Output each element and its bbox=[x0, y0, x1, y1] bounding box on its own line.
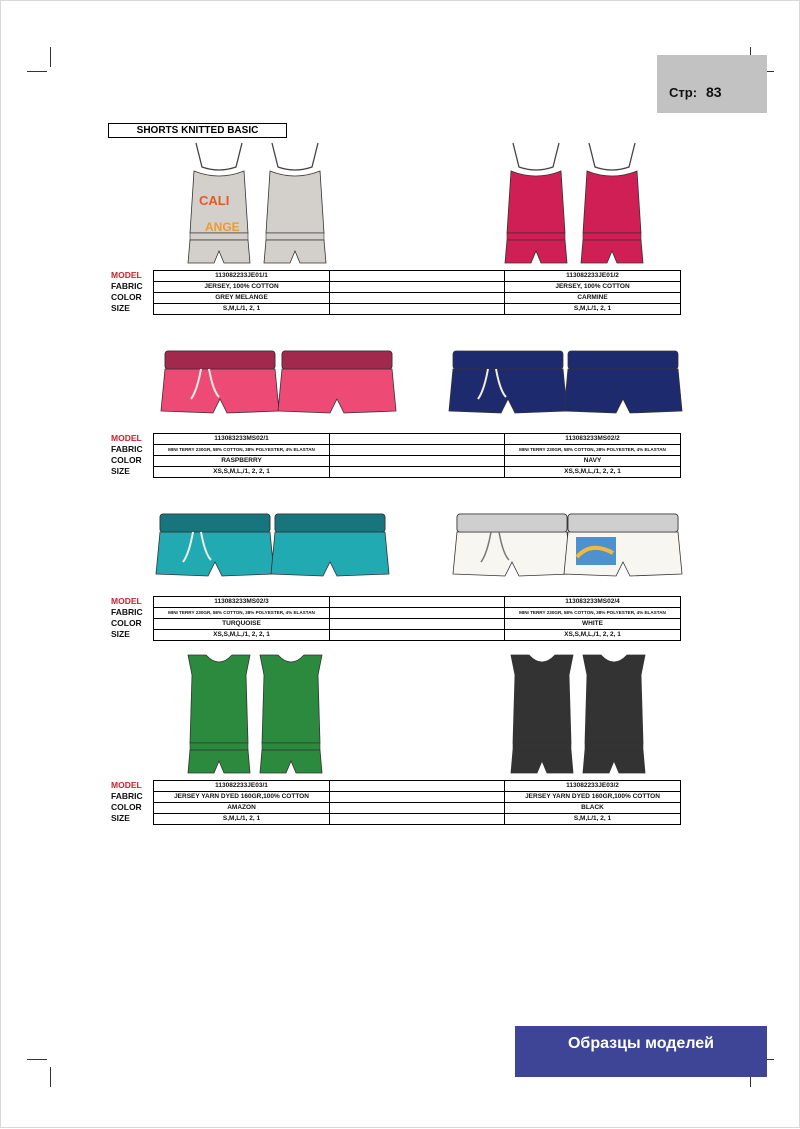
size-value: XS,S,M,L,/1, 2, 2, 1 bbox=[505, 630, 681, 641]
color-value: TURQUOISE bbox=[154, 619, 330, 630]
spec-table bbox=[153, 433, 681, 478]
size-value: S,M,L/1, 2, 1 bbox=[154, 814, 330, 825]
label-color: COLOR bbox=[111, 292, 142, 302]
model-code: 113083233MS02/4 bbox=[505, 597, 681, 608]
color-value: AMAZON bbox=[154, 803, 330, 814]
print-graphic: CALI bbox=[199, 193, 230, 208]
spec-table bbox=[153, 780, 681, 825]
spec-labels bbox=[111, 780, 155, 824]
fabric-value: JERSEY, 100% COTTON bbox=[154, 282, 330, 293]
label-color: COLOR bbox=[111, 618, 142, 628]
spec-table bbox=[153, 270, 681, 315]
size-value: S,M,L/1, 2, 1 bbox=[505, 814, 681, 825]
footer-title: Образцы моделей bbox=[567, 1035, 715, 1052]
size-value: XS,S,M,L,/1, 2, 2, 1 bbox=[154, 467, 330, 478]
garment-carmine-front bbox=[505, 143, 567, 263]
color-value: GREY MELANGE bbox=[154, 293, 330, 304]
garment-carmine-back bbox=[581, 143, 643, 263]
label-size: SIZE bbox=[111, 629, 130, 639]
label-size: SIZE bbox=[111, 813, 130, 823]
garment-navy-back bbox=[564, 351, 682, 413]
label-fabric: FABRIC bbox=[111, 444, 143, 454]
spec-labels bbox=[111, 270, 155, 314]
page-label: Стр: bbox=[669, 85, 698, 100]
size-value: XS,S,M,L,/1, 2, 2, 1 bbox=[505, 467, 681, 478]
label-color: COLOR bbox=[111, 455, 142, 465]
model-code: 113083233MS02/2 bbox=[505, 434, 681, 445]
print-graphic: ANGE bbox=[205, 220, 240, 234]
label-size: SIZE bbox=[111, 466, 130, 476]
label-model: MODEL bbox=[111, 780, 142, 790]
label-model: MODEL bbox=[111, 270, 142, 280]
color-value: NAVY bbox=[505, 456, 681, 467]
label-model: MODEL bbox=[111, 596, 142, 606]
model-code: 113082233JE01/1 bbox=[154, 271, 330, 282]
label-model: MODEL bbox=[111, 433, 142, 443]
color-value: RASPBERRY bbox=[154, 456, 330, 467]
model-code: 113083233MS02/1 bbox=[154, 434, 330, 445]
garment-grey-melange-back bbox=[264, 143, 326, 263]
label-fabric: FABRIC bbox=[111, 791, 143, 801]
fabric-value: MINI TERRY 230GR, 58% COTTON, 38% POLYESTER, 4% ELASTAN bbox=[505, 445, 681, 456]
size-value: S,M,L/1, 2, 1 bbox=[154, 304, 330, 315]
fabric-value: JERSEY YARN DYED 160GR,100% COTTON bbox=[505, 792, 681, 803]
spec-table bbox=[153, 596, 681, 641]
garment-amazon-back bbox=[260, 655, 322, 773]
garment-illustrations bbox=[1, 1, 800, 1129]
label-fabric: FABRIC bbox=[111, 281, 143, 291]
label-size: SIZE bbox=[111, 303, 130, 313]
model-code: 113082233JE03/1 bbox=[154, 781, 330, 792]
size-value: XS,S,M,L,/1, 2, 2, 1 bbox=[154, 630, 330, 641]
garment-amazon-front bbox=[188, 655, 250, 773]
section-title: SHORTS KNITTED BASIC bbox=[108, 123, 287, 138]
garment-black-front bbox=[511, 655, 573, 773]
fabric-value: JERSEY YARN DYED 160GR,100% COTTON bbox=[154, 792, 330, 803]
spec-labels bbox=[111, 596, 155, 640]
model-code: 113082233JE03/2 bbox=[505, 781, 681, 792]
model-code: 113082233JE01/2 bbox=[505, 271, 681, 282]
size-value: S,M,L/1, 2, 1 bbox=[505, 304, 681, 315]
page-number: 83 bbox=[706, 84, 722, 100]
color-value: BLACK bbox=[505, 803, 681, 814]
model-code: 113083233MS02/3 bbox=[154, 597, 330, 608]
fabric-value: JERSEY, 100% COTTON bbox=[505, 282, 681, 293]
garment-navy-front bbox=[449, 351, 567, 413]
fabric-value: MINI TERRY 230GR, 58% COTTON, 38% POLYESTER, 4% ELASTAN bbox=[154, 608, 330, 619]
label-fabric: FABRIC bbox=[111, 607, 143, 617]
spec-labels bbox=[111, 433, 155, 477]
garment-black-back bbox=[583, 655, 645, 773]
fabric-value: MINI TERRY 230GR, 58% COTTON, 38% POLYESTER, 4% ELASTAN bbox=[154, 445, 330, 456]
footer-band bbox=[515, 1026, 767, 1077]
color-value: CARMINE bbox=[505, 293, 681, 304]
fabric-value: MINI TERRY 230GR, 58% COTTON, 38% POLYESTER, 4% ELASTAN bbox=[505, 608, 681, 619]
color-value: WHITE bbox=[505, 619, 681, 630]
label-color: COLOR bbox=[111, 802, 142, 812]
